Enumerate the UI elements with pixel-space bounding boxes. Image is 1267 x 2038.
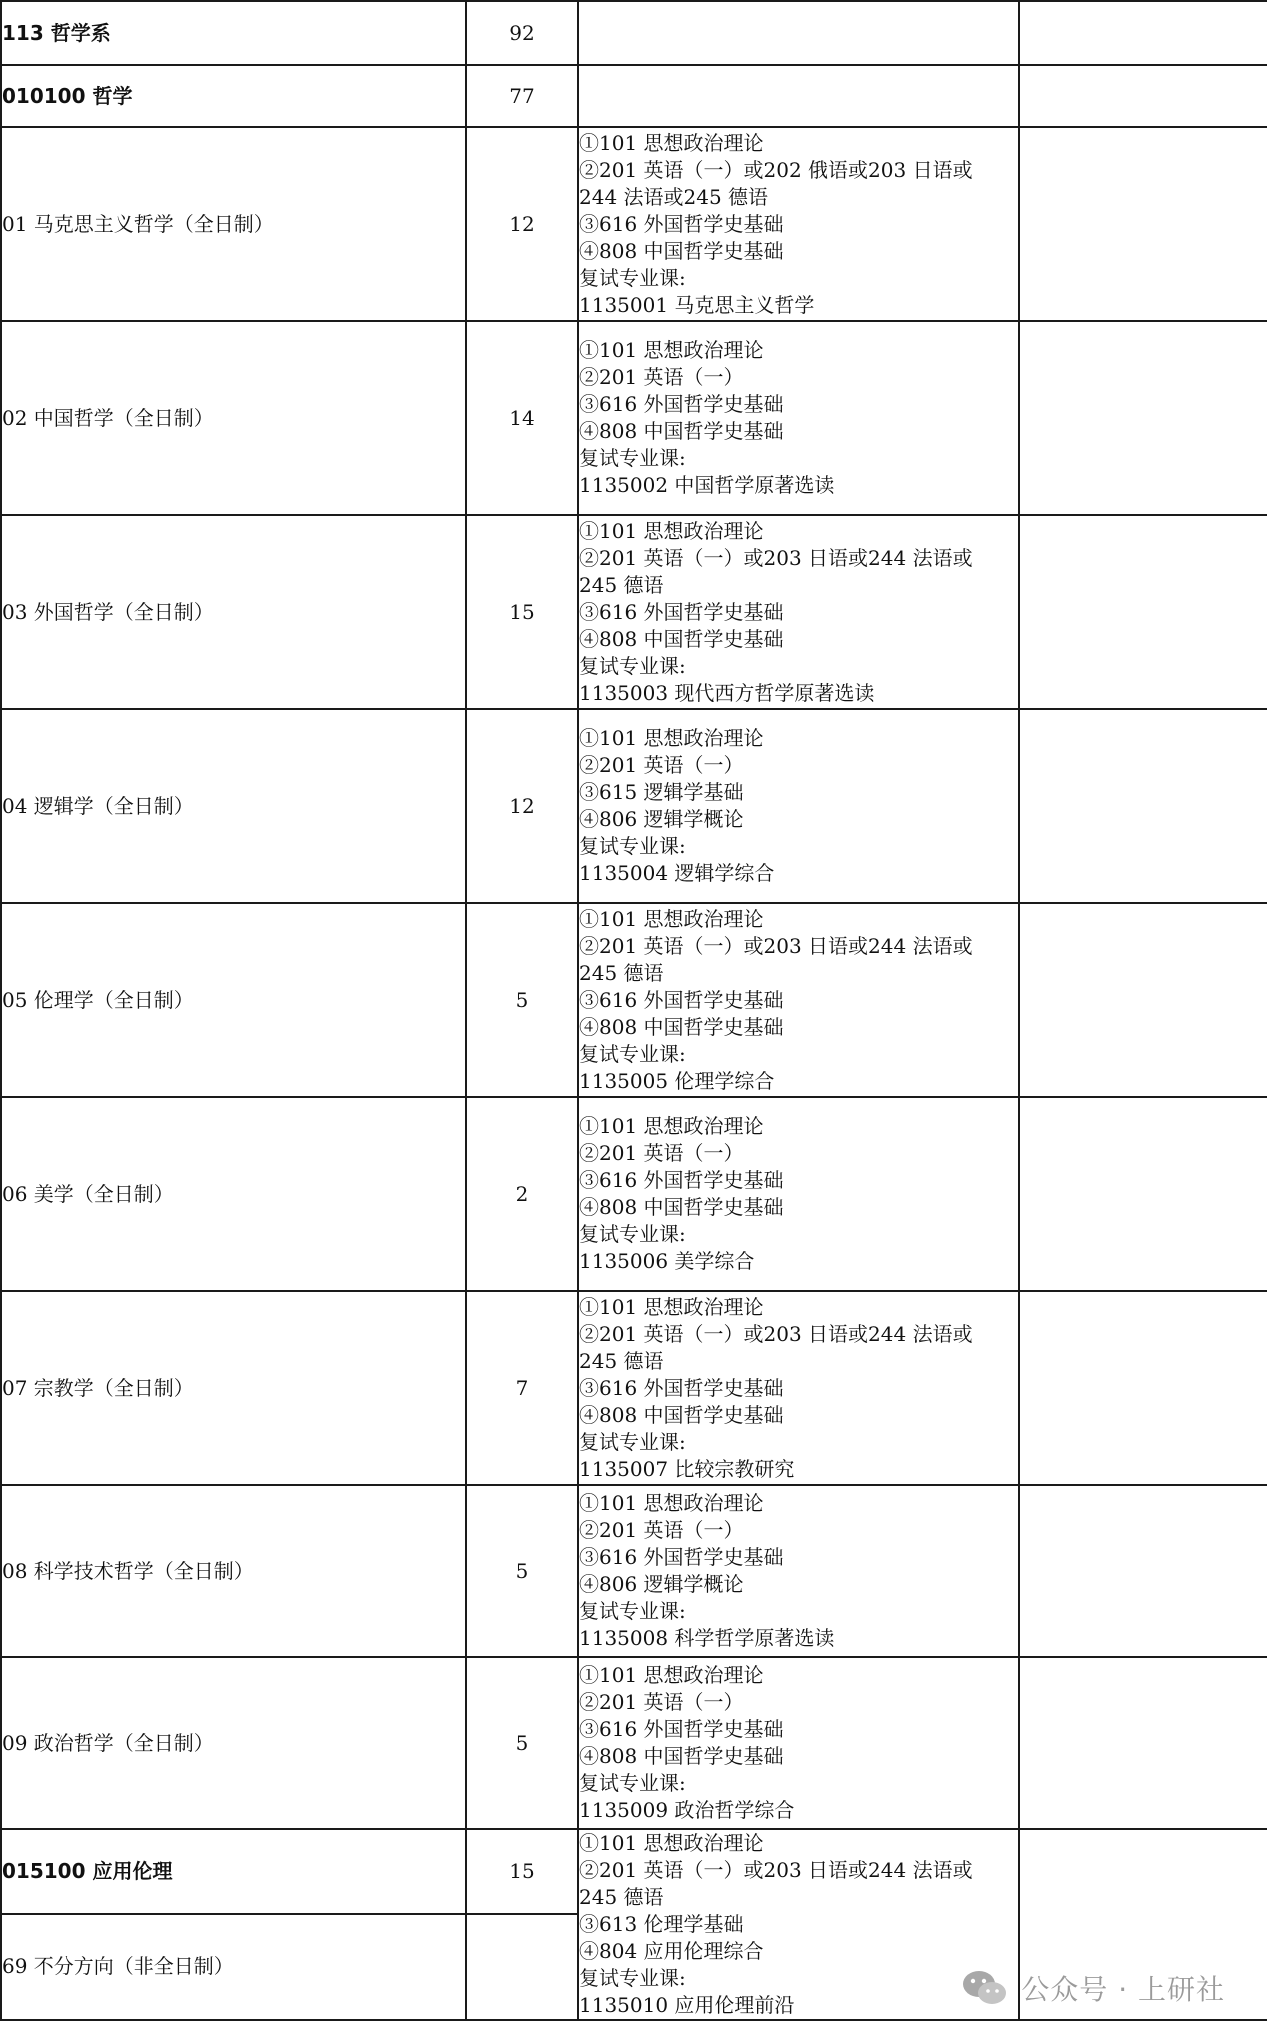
enrollment-count: 15: [466, 515, 578, 709]
program-name: 69 不分方向（非全日制）: [1, 1914, 466, 2020]
exam-subject-line: ④808 中国哲学史基础: [579, 1195, 784, 1219]
exam-subject-line: ②201 英语（一）: [579, 1518, 744, 1542]
table-row: [1, 1657, 1267, 1829]
remarks: [1019, 1097, 1267, 1291]
exam-subject-line: 1135010 应用伦理前沿: [579, 1993, 795, 2017]
exam-subject-line: ④808 中国哲学史基础: [579, 238, 784, 263]
table-row: [1, 515, 1267, 709]
exam-subject-line: ①101 思想政治理论: [579, 338, 764, 362]
exam-subject-line: ③616 外国哲学史基础: [579, 1168, 784, 1192]
exam-subject-line: 1135009 政治哲学综合: [579, 1798, 795, 1822]
exam-subjects: [578, 1829, 1019, 2020]
exam-subject-line: ②201 英语（一）: [579, 365, 744, 389]
program-name: 08 科学技术哲学（全日制）: [1, 1485, 466, 1657]
exam-subject-line: ③616 外国哲学史基础: [579, 599, 784, 624]
exam-subject-line: ③616 外国哲学史基础: [579, 1717, 784, 1741]
remarks: [1019, 709, 1267, 903]
exam-subject-line: ①101 思想政治理论: [579, 1294, 764, 1319]
exam-subjects: [578, 321, 1019, 515]
exam-subject-line: ②201 英语（一）或203 日语或244 法语或: [579, 1858, 973, 1882]
exam-subjects: [578, 1657, 1019, 1829]
enrollment-count: 15: [466, 1829, 578, 1914]
exam-subject-line: ④806 逻辑学概论: [579, 1572, 744, 1596]
exam-subject-line: 244 法语或245 德语: [579, 184, 769, 209]
program-name: 113 哲学系: [1, 1, 466, 65]
program-name: 01 马克思主义哲学（全日制）: [1, 127, 466, 321]
exam-subject-line: ③616 外国哲学史基础: [579, 987, 784, 1012]
enrollment-count: 5: [466, 1485, 578, 1657]
exam-subject-line: ①101 思想政治理论: [579, 1663, 764, 1687]
exam-subject-line: ③615 逻辑学基础: [579, 780, 744, 804]
exam-subject-line: ④804 应用伦理综合: [579, 1939, 764, 1963]
exam-subjects: [578, 127, 1019, 321]
exam-subjects: [578, 903, 1019, 1097]
exam-subject-line: ①101 思想政治理论: [579, 518, 764, 543]
table-row: [1, 1, 1267, 65]
exam-subject-line: ②201 英语（一）: [579, 753, 744, 777]
enrollment-count: 12: [466, 709, 578, 903]
remarks: [1019, 515, 1267, 709]
exam-subjects: [578, 1097, 1019, 1291]
exam-subject-line: 复试专业课:: [579, 1222, 686, 1246]
exam-subject-line: ③616 外国哲学史基础: [579, 211, 784, 236]
exam-subject-line: ④808 中国哲学史基础: [579, 1744, 784, 1768]
program-name: 015100 应用伦理: [1, 1829, 466, 1914]
enrollment-count: 14: [466, 321, 578, 515]
exam-subject-line: ③616 外国哲学史基础: [579, 1375, 784, 1400]
exam-subject-line: 复试专业课:: [579, 653, 686, 678]
exam-subject-line: ④808 中国哲学史基础: [579, 419, 784, 443]
enrollment-count: 5: [466, 1657, 578, 1829]
program-name: 03 外国哲学（全日制）: [1, 515, 466, 709]
exam-subject-line: 复试专业课:: [579, 1599, 686, 1623]
exam-subject-line: 1135006 美学综合: [579, 1249, 755, 1273]
exam-subject-line: ②201 英语（一）: [579, 1141, 744, 1165]
exam-subject-line: ④808 中国哲学史基础: [579, 1014, 784, 1039]
exam-subject-line: 复试专业课:: [579, 1429, 686, 1454]
exam-subject-line: 245 德语: [579, 1348, 664, 1373]
table-row: [1, 1097, 1267, 1291]
remarks: [1019, 903, 1267, 1097]
exam-subjects: [578, 709, 1019, 903]
program-name: 06 美学（全日制）: [1, 1097, 466, 1291]
watermark: [961, 1968, 1225, 2008]
exam-subject-line: 1135001 马克思主义哲学: [579, 292, 815, 317]
remarks: [1019, 1, 1267, 65]
table-row: [1, 127, 1267, 321]
remarks: [1019, 65, 1267, 127]
wechat-icon: [961, 1968, 1009, 2008]
enrollment-count: 12: [466, 127, 578, 321]
exam-subjects: [578, 1, 1019, 65]
remarks: [1019, 1291, 1267, 1485]
exam-subject-line: ④806 逻辑学概论: [579, 807, 744, 831]
exam-subjects: [578, 1291, 1019, 1485]
exam-subject-line: ③616 外国哲学史基础: [579, 1545, 784, 1569]
table-row: [1, 903, 1267, 1097]
exam-subject-line: ①101 思想政治理论: [579, 1114, 764, 1138]
exam-subject-line: ②201 英语（一）或203 日语或244 法语或: [579, 933, 973, 958]
program-name: 010100 哲学: [1, 65, 466, 127]
table-row: [1, 1485, 1267, 1657]
table-row: [1, 709, 1267, 903]
exam-subject-line: ①101 思想政治理论: [579, 726, 764, 750]
program-name: 09 政治哲学（全日制）: [1, 1657, 466, 1829]
remarks: [1019, 1657, 1267, 1829]
exam-subject-line: ②201 英语（一）或203 日语或244 法语或: [579, 1321, 973, 1346]
exam-subject-line: 复试专业课:: [579, 1771, 686, 1795]
exam-subjects: [578, 1485, 1019, 1657]
exam-subject-line: 1135003 现代西方哲学原著选读: [579, 680, 875, 705]
enrollment-count: 7: [466, 1291, 578, 1485]
program-name: 05 伦理学（全日制）: [1, 903, 466, 1097]
exam-subject-line: 1135004 逻辑学综合: [579, 861, 775, 885]
exam-subject-line: 1135008 科学哲学原著选读: [579, 1626, 835, 1650]
exam-subject-line: ③613 伦理学基础: [579, 1912, 744, 1936]
exam-subjects: [578, 65, 1019, 127]
table-row: [1, 65, 1267, 127]
exam-subject-line: ②201 英语（一）: [579, 1690, 744, 1714]
remarks: [1019, 321, 1267, 515]
remarks: [1019, 127, 1267, 321]
exam-subject-line: ④808 中国哲学史基础: [579, 1402, 784, 1427]
exam-subject-line: 复试专业课:: [579, 834, 686, 858]
exam-subject-line: 1135005 伦理学综合: [579, 1068, 775, 1093]
exam-subject-line: 复试专业课:: [579, 446, 686, 470]
enrollment-count: 2: [466, 1097, 578, 1291]
exam-subject-line: 复试专业课:: [579, 1041, 686, 1066]
exam-subject-line: ④808 中国哲学史基础: [579, 626, 784, 651]
table-row: [1, 1291, 1267, 1485]
table-row: [1, 1829, 1267, 1914]
exam-subjects: [578, 515, 1019, 709]
table-row: [1, 321, 1267, 515]
exam-subject-line: 245 德语: [579, 572, 664, 597]
exam-subject-line: ②201 英语（一）或202 俄语或203 日语或: [579, 157, 973, 182]
enrollment-count: [466, 1914, 578, 2020]
program-name: 02 中国哲学（全日制）: [1, 321, 466, 515]
enrollment-count: 5: [466, 903, 578, 1097]
program-name: 07 宗教学（全日制）: [1, 1291, 466, 1485]
enrollment-count: 77: [466, 65, 578, 127]
program-name: 04 逻辑学（全日制）: [1, 709, 466, 903]
exam-subject-line: 1135002 中国哲学原著选读: [579, 473, 835, 497]
watermark-text: 公众号 · 上研社: [1021, 1973, 1225, 2006]
exam-subject-line: ②201 英语（一）或203 日语或244 法语或: [579, 545, 973, 570]
exam-subject-line: 复试专业课:: [579, 265, 686, 290]
exam-subject-line: ③616 外国哲学史基础: [579, 392, 784, 416]
remarks: [1019, 1485, 1267, 1657]
enrollment-count: 92: [466, 1, 578, 65]
exam-subject-line: ①101 思想政治理论: [579, 1491, 764, 1515]
exam-subject-line: 245 德语: [579, 1885, 664, 1909]
exam-subject-line: 245 德语: [579, 960, 664, 985]
exam-subject-line: 复试专业课:: [579, 1966, 686, 1990]
exam-subject-line: ①101 思想政治理论: [579, 130, 764, 155]
exam-subject-line: 1135007 比较宗教研究: [579, 1456, 795, 1481]
exam-subject-line: ①101 思想政治理论: [579, 906, 764, 931]
exam-subject-line: ①101 思想政治理论: [579, 1831, 764, 1855]
